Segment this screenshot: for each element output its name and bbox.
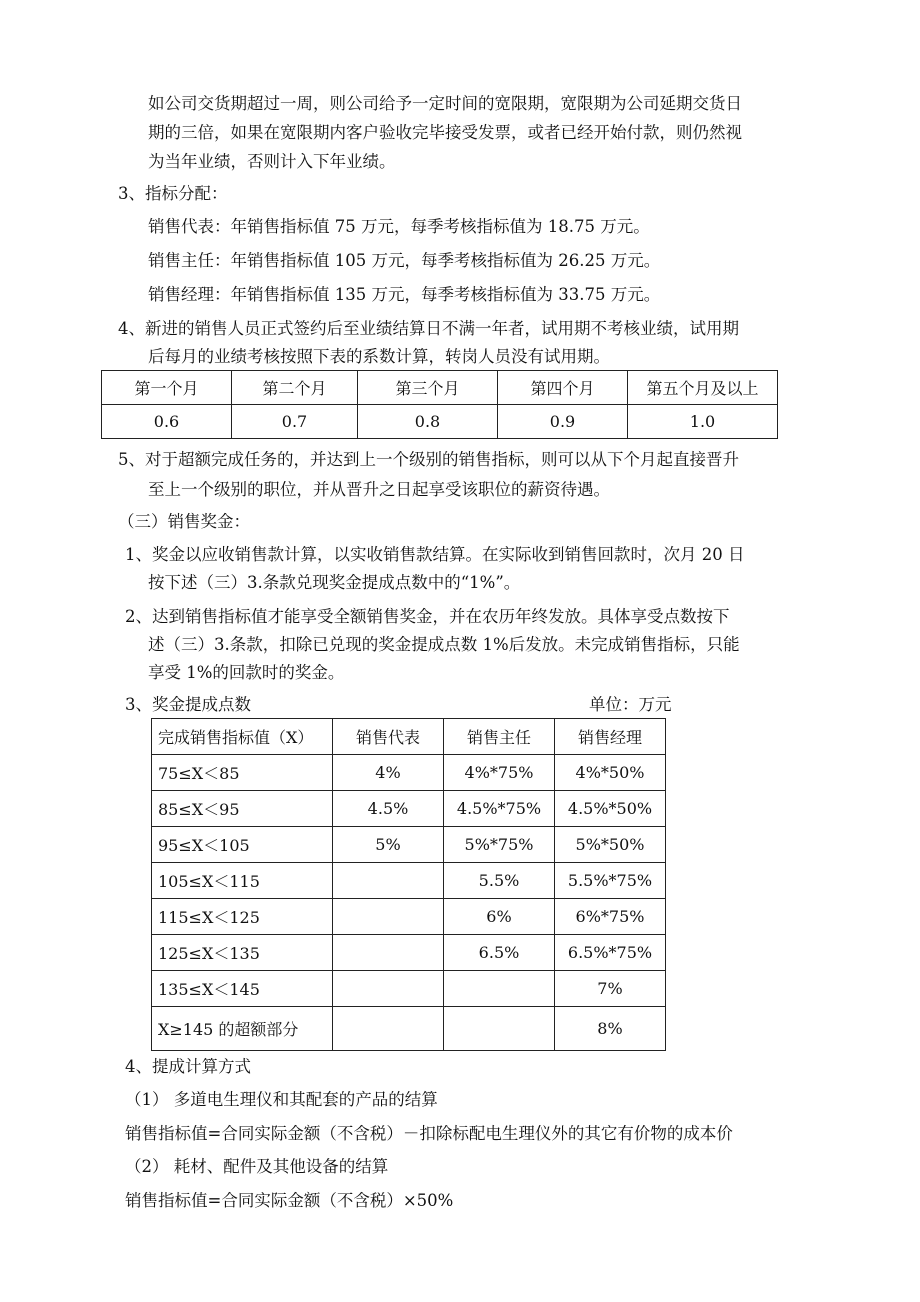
text-line: 销售经理：年销售指标值 135 万元，每季考核指标值为 33.75 万元。: [148, 285, 661, 304]
table-cell: 5%: [333, 827, 444, 863]
table-cell: 125≤X＜135: [152, 935, 333, 971]
table-header-cell: 销售经理: [555, 719, 666, 755]
text-line: 4、新进的销售人员正式签约后至业绩结算日不满一年者，试用期不考核业绩，试用期: [118, 319, 739, 338]
table-header-cell: 销售主任: [444, 719, 555, 755]
table-cell: 4%: [333, 755, 444, 791]
table-cell: [333, 863, 444, 899]
table-header-row: [102, 371, 778, 405]
table-row: [152, 935, 666, 971]
table-cell: 4%*75%: [444, 755, 555, 791]
text-line: 销售代表：年销售指标值 75 万元，每季考核指标值为 18.75 万元。: [148, 217, 650, 236]
table-header-cell: 第一个月: [102, 371, 232, 405]
table-cell: [333, 899, 444, 935]
text-line: 销售主任：年销售指标值 105 万元，每季考核指标值为 26.25 万元。: [148, 251, 661, 270]
table-cell: 0.7: [232, 405, 358, 439]
table-row: [152, 863, 666, 899]
table-cell: 7%: [555, 971, 666, 1007]
table-header-cell: 第二个月: [232, 371, 358, 405]
text-line: 后每月的业绩考核按照下表的系数计算，转岗人员没有试用期。: [148, 347, 610, 366]
table-header-cell: 第五个月及以上: [628, 371, 778, 405]
bonus-rate-table: [151, 718, 666, 1051]
text-line: 2、达到销售指标值才能享受全额销售奖金，并在农历年终发放。具体享受点数按下: [125, 607, 730, 626]
table-cell: 0.9: [498, 405, 628, 439]
text-line: 享受 1%的回款时的奖金。: [148, 663, 345, 682]
table-row: [152, 755, 666, 791]
table-row: [152, 971, 666, 1007]
table-cell: 95≤X＜105: [152, 827, 333, 863]
text-line: 至上一个级别的职位，并从晋升之日起享受该职位的薪资待遇。: [148, 480, 610, 499]
unit-label: 单位：万元: [589, 695, 672, 714]
formula-line: 销售指标值=合同实际金额（不含税）×50%: [125, 1191, 454, 1210]
table-cell: 4.5%*50%: [555, 791, 666, 827]
table-cell: 85≤X＜95: [152, 791, 333, 827]
text-line: 1、奖金以应收销售款计算，以实收销售款结算。在实际收到销售回款时，次月 20 日: [125, 545, 745, 564]
table-cell: [333, 1007, 444, 1051]
table-cell: 6%*75%: [555, 899, 666, 935]
table-cell: 5.5%: [444, 863, 555, 899]
table-cell: 115≤X＜125: [152, 899, 333, 935]
table-cell: [333, 935, 444, 971]
text-line: （2） 耗材、配件及其他设备的结算: [125, 1157, 389, 1176]
text-line: 按下述（三）3.条款兑现奖金提成点数中的“1%”。: [148, 573, 521, 592]
text-line: 5、对于超额完成任务的，并达到上一个级别的销售指标，则可以从下个月起直接晋升: [118, 450, 739, 469]
table-cell: 0.6: [102, 405, 232, 439]
formula-line: 销售指标值=合同实际金额（不含税）－扣除标配电生理仪外的其它有价物的成本价: [125, 1124, 733, 1143]
table-row: [152, 1007, 666, 1051]
table-cell: 0.8: [358, 405, 498, 439]
table-cell: 6%: [444, 899, 555, 935]
text-line: 如公司交货期超过一周，则公司给予一定时间的宽限期，宽限期为公司延期交货日: [148, 94, 742, 113]
table-cell: 4.5%: [333, 791, 444, 827]
table-cell: 6.5%: [444, 935, 555, 971]
table-cell: 8%: [555, 1007, 666, 1051]
table-cell: [333, 971, 444, 1007]
table-row: [102, 405, 778, 439]
table-cell: [444, 971, 555, 1007]
table-cell: 6.5%*75%: [555, 935, 666, 971]
table-cell: 105≤X＜115: [152, 863, 333, 899]
table-row: [152, 791, 666, 827]
table-row: [152, 827, 666, 863]
table-cell: 135≤X＜145: [152, 971, 333, 1007]
section-heading: 3、指标分配：: [118, 184, 228, 203]
table-cell: 5%*50%: [555, 827, 666, 863]
table-header-cell: 销售代表: [333, 719, 444, 755]
text-line: 述（三）3.条款，扣除已兑现的奖金提成点数 1%后发放。未完成销售指标，只能: [148, 635, 740, 654]
table-cell: 4.5%*75%: [444, 791, 555, 827]
table-header-cell: 第四个月: [498, 371, 628, 405]
section-heading: 4、提成计算方式: [125, 1057, 251, 1076]
table-cell: 4%*50%: [555, 755, 666, 791]
table-cell: [444, 1007, 555, 1051]
table-header-row: [152, 719, 666, 755]
table-cell: 5%*75%: [444, 827, 555, 863]
text-line: 期的三倍，如果在宽限期内客户验收完毕接受发票，或者已经开始付款，则仍然视: [148, 123, 742, 142]
text-line: 为当年业绩，否则计入下年业绩。: [148, 152, 396, 171]
table-cell: 5.5%*75%: [555, 863, 666, 899]
table-header-cell: 第三个月: [358, 371, 498, 405]
section-heading: 3、奖金提成点数: [125, 695, 251, 714]
table-cell: 75≤X＜85: [152, 755, 333, 791]
table-row: [152, 899, 666, 935]
table-cell: 1.0: [628, 405, 778, 439]
coefficient-table: [101, 370, 778, 439]
table-header-cell: 完成销售指标值（X）: [152, 719, 333, 755]
text-line: （1） 多道电生理仪和其配套的产品的结算: [125, 1090, 438, 1109]
section-heading: （三）销售奖金：: [118, 512, 250, 531]
table-cell: X≥145 的超额部分: [152, 1007, 333, 1051]
